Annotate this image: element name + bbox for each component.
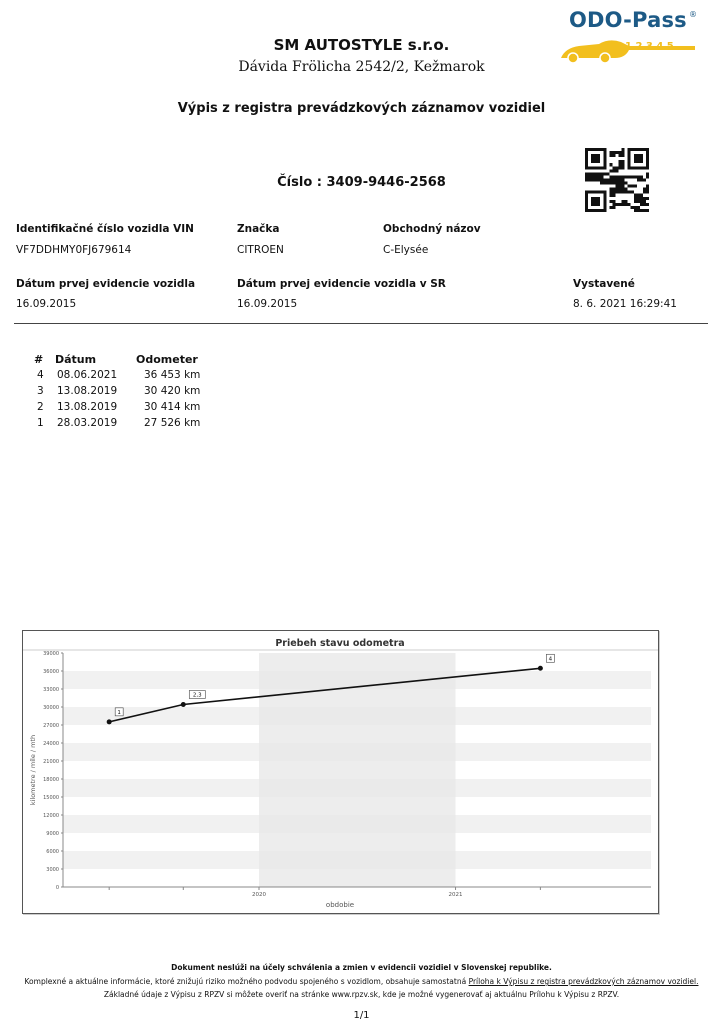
y-tick-label: 18000 [43,777,59,783]
odo-pass-logo [553,6,703,66]
x-tick-label: 2021 [448,892,463,898]
chart-svg [23,631,658,913]
data-point [107,719,112,724]
footer-info-text: Komplexné a aktuálne informácie, ktoré znižujú riziko možného podvodu spojeného s vozidlom, obsahuje samostatná [24,977,467,986]
page-number: 1/1 [353,1010,370,1021]
x-tick-label: 2020 [252,892,266,898]
qr-code-icon [585,148,649,212]
data-point-label: 2,3 [192,692,202,699]
y-tick-label: 3000 [46,867,59,873]
logo-text: ODO-Pass [569,8,687,32]
y-tick-label: 15000 [43,795,59,801]
row-date: 13.08.2019 [57,401,118,413]
logo-registered-mark: ® [689,10,697,19]
brand-value: CITROEN [237,244,284,256]
data-point [181,702,186,707]
row-date: 08.06.2021 [57,369,118,381]
col-date-header: Dátum [55,353,97,366]
document-title: Výpis z registra prevádzkových záznamov vozidiel [177,101,546,116]
data-point-label: 1 [117,710,121,717]
odometer-table [30,353,210,433]
y-tick-label: 9000 [46,831,59,837]
logo-digits: 1 2 3 4 5 [625,41,674,52]
y-tick-label: 33000 [43,687,59,693]
vin-value: VF7DDHMY0FJ679614 [16,244,132,256]
col-odometer-header: Odometer [136,353,198,366]
y-axis-label: kilometre / míle / mth [29,734,37,806]
row-odometer: 36 453 km [144,369,201,381]
first-registration-label: Dátum prvej evidencie vozidla [16,278,196,290]
table-header [30,353,210,369]
y-tick-label: 6000 [46,849,59,855]
y-tick-label: 0 [55,885,59,891]
model-label: Obchodný názov [383,223,481,235]
y-tick-label: 21000 [43,759,59,765]
document-number: Číslo : 3409-9446-2568 [277,175,446,190]
row-number: 2 [37,401,44,413]
car-icon [559,36,699,66]
row-number: 3 [37,385,44,397]
y-tick-label: 24000 [43,741,59,747]
y-tick-label: 36000 [43,669,59,675]
odometer-chart [22,630,659,914]
brand-label: Značka [237,223,280,235]
row-date: 13.08.2019 [57,385,118,397]
first-registration-sk-value: 16.09.2015 [237,298,298,310]
section-divider [14,323,708,324]
chart-year-band [259,653,456,887]
first-registration-sk-label: Dátum prvej evidencie vozidla v SR [237,278,446,290]
y-tick-label: 30000 [43,705,59,711]
row-number: 4 [37,369,44,381]
table-row [30,417,210,433]
footer-attachment-link[interactable]: Príloha k Výpisu z registra prevádzkových záznamov vozidiel. [468,977,699,986]
vin-label: Identifikačné číslo vozidla VIN [16,223,194,235]
row-odometer: 30 414 km [144,401,201,413]
company-name: SM AUTOSTYLE s.r.o. [273,36,450,54]
footer-disclaimer: Dokument neslúži na účely schválenia a zmien v evidencii vozidiel v Slovenskej republike. [171,963,552,972]
y-tick-label: 39000 [43,651,59,657]
x-axis-label: obdobie [325,901,355,909]
data-point-label: 4 [548,656,553,663]
data-point [538,666,543,671]
row-number: 1 [37,417,44,429]
table-row [30,385,210,401]
row-odometer: 30 420 km [144,385,201,397]
row-date: 28.03.2019 [57,417,118,429]
y-tick-label: 12000 [43,813,59,819]
company-address: Dávida Frölicha 2542/2, Kežmarok [238,59,485,75]
footer-verify: Základné údaje z Výpisu z RPZV si môžete overiť na stránke www.rpzv.sk, kde je možné vygenerovať aj aktuálnu Prílohu k Výpisu z RPZV. [103,990,620,999]
table-row [30,401,210,417]
issued-value: 8. 6. 2021 16:29:41 [573,298,677,310]
table-row [30,369,210,385]
issued-label: Vystavené [573,278,635,290]
row-odometer: 27 526 km [144,417,201,429]
y-tick-label: 27000 [43,723,59,729]
footer-info [0,977,723,986]
col-number-header: # [34,353,44,366]
first-registration-value: 16.09.2015 [16,298,77,310]
model-value: C-Elysée [383,244,429,256]
chart-title: Priebeh stavu odometra [275,638,405,649]
